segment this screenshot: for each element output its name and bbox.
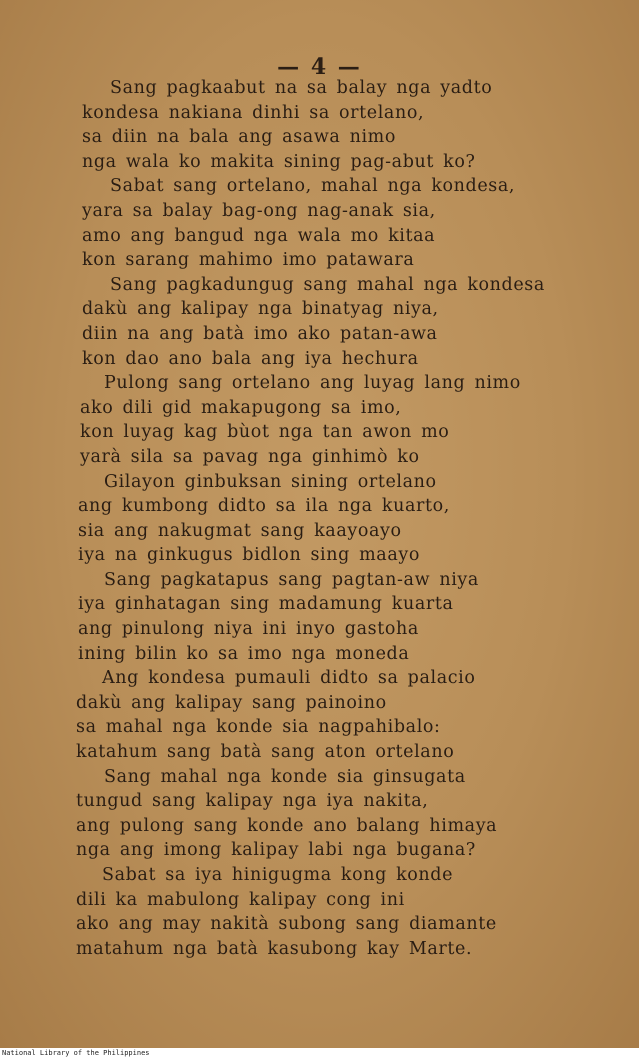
verse-line: Pulong sang ortelano ang luyag lang nimo <box>104 373 521 394</box>
verse-line: iya na ginkugus bidlon sing maayo <box>78 545 420 566</box>
stanza <box>0 76 639 174</box>
verse-line: yara sa balay bag-ong nag-anak sia, <box>82 200 436 221</box>
verse-line: Sabat sa iya hinigugma kong konde <box>102 865 454 885</box>
stanza <box>0 371 639 469</box>
stanza <box>0 568 639 666</box>
stanza <box>0 273 639 371</box>
verse-line: Gilayon ginbuksan sining ortelano <box>104 471 437 492</box>
verse-line: sa mahal nga konde sia nagpahibalo: <box>76 717 441 738</box>
verse-line: kon luyag kag bùot nga tan awon mo <box>80 422 450 443</box>
verse-line: kondesa nakiana dinhi sa ortelano, <box>82 102 425 123</box>
verse-line: nga ang imong kalipay labi nga bugana? <box>76 840 476 861</box>
verse-line: nga wala ko makita sining pag-abut ko? <box>82 151 476 172</box>
verse-line: ako ang may nakità subong sang diamante <box>76 914 497 935</box>
verse-line: matahum nga batà kasubong kay Marte. <box>76 938 473 959</box>
stanza <box>0 666 639 764</box>
stanza <box>0 863 639 961</box>
verse-line: Ang kondesa pumauli didto sa palacio <box>102 668 476 689</box>
verse-line: kon sarang mahimo imo patawara <box>82 250 415 271</box>
stanza <box>0 174 639 272</box>
page-number: — 4 — <box>277 54 362 80</box>
verse-line: dili ka mabulong kalipay cong ini <box>76 889 405 910</box>
stanza <box>0 765 639 863</box>
verse-line: ang pinulong niya ini inyo gastoha <box>78 619 419 640</box>
verse-line: kon dao ano bala ang iya hechura <box>82 348 419 369</box>
verse-line: dakù ang kalipay nga binatyag niya, <box>82 299 439 320</box>
footer-bar <box>0 1048 639 1058</box>
footer-credit: National Library of the Philippines <box>2 1049 150 1057</box>
verse-line: Sabat sang ortelano, mahal nga kondesa, <box>110 176 516 197</box>
verse-line: dakù ang kalipay sang painoino <box>76 692 387 713</box>
verse-line: katahum sang batà sang aton ortelano <box>76 742 455 763</box>
verse-line: Sang mahal nga konde sia ginsugata <box>104 766 466 787</box>
verse-line: ang pulong sang konde ano balang himaya <box>76 815 498 836</box>
verse-line: Sang pagkadungug sang mahal nga kondesa <box>110 274 545 295</box>
verse-line: ang kumbong didto sa ila nga kuarto, <box>78 496 450 517</box>
verse-line: ako dili gid makapugong sa imo, <box>80 397 402 418</box>
verse-line: yarà sila sa pavag nga ginhimò ko <box>80 446 420 467</box>
verse-line: sia ang nakugmat sang kaayoayo <box>78 520 402 541</box>
verse-line: iya ginhatagan sing madamung kuarta <box>78 594 454 615</box>
verse-line: amo ang bangud nga wala mo kitaa <box>82 225 436 246</box>
poem-body <box>0 76 639 961</box>
stanza <box>0 470 639 568</box>
verse-line: sa diin na bala ang asawa nimo <box>82 127 396 148</box>
verse-line: Sang pagkatapus sang pagtan-aw niya <box>104 569 479 590</box>
verse-line: Sang pagkaabut na sa balay nga yadto <box>110 78 493 98</box>
verse-line: diin na ang batà imo ako patan-awa <box>82 323 438 344</box>
verse-line: tungud sang kalipay nga iya nakita, <box>76 791 429 812</box>
verse-line: ining bilin ko sa imo nga moneda <box>78 643 410 664</box>
